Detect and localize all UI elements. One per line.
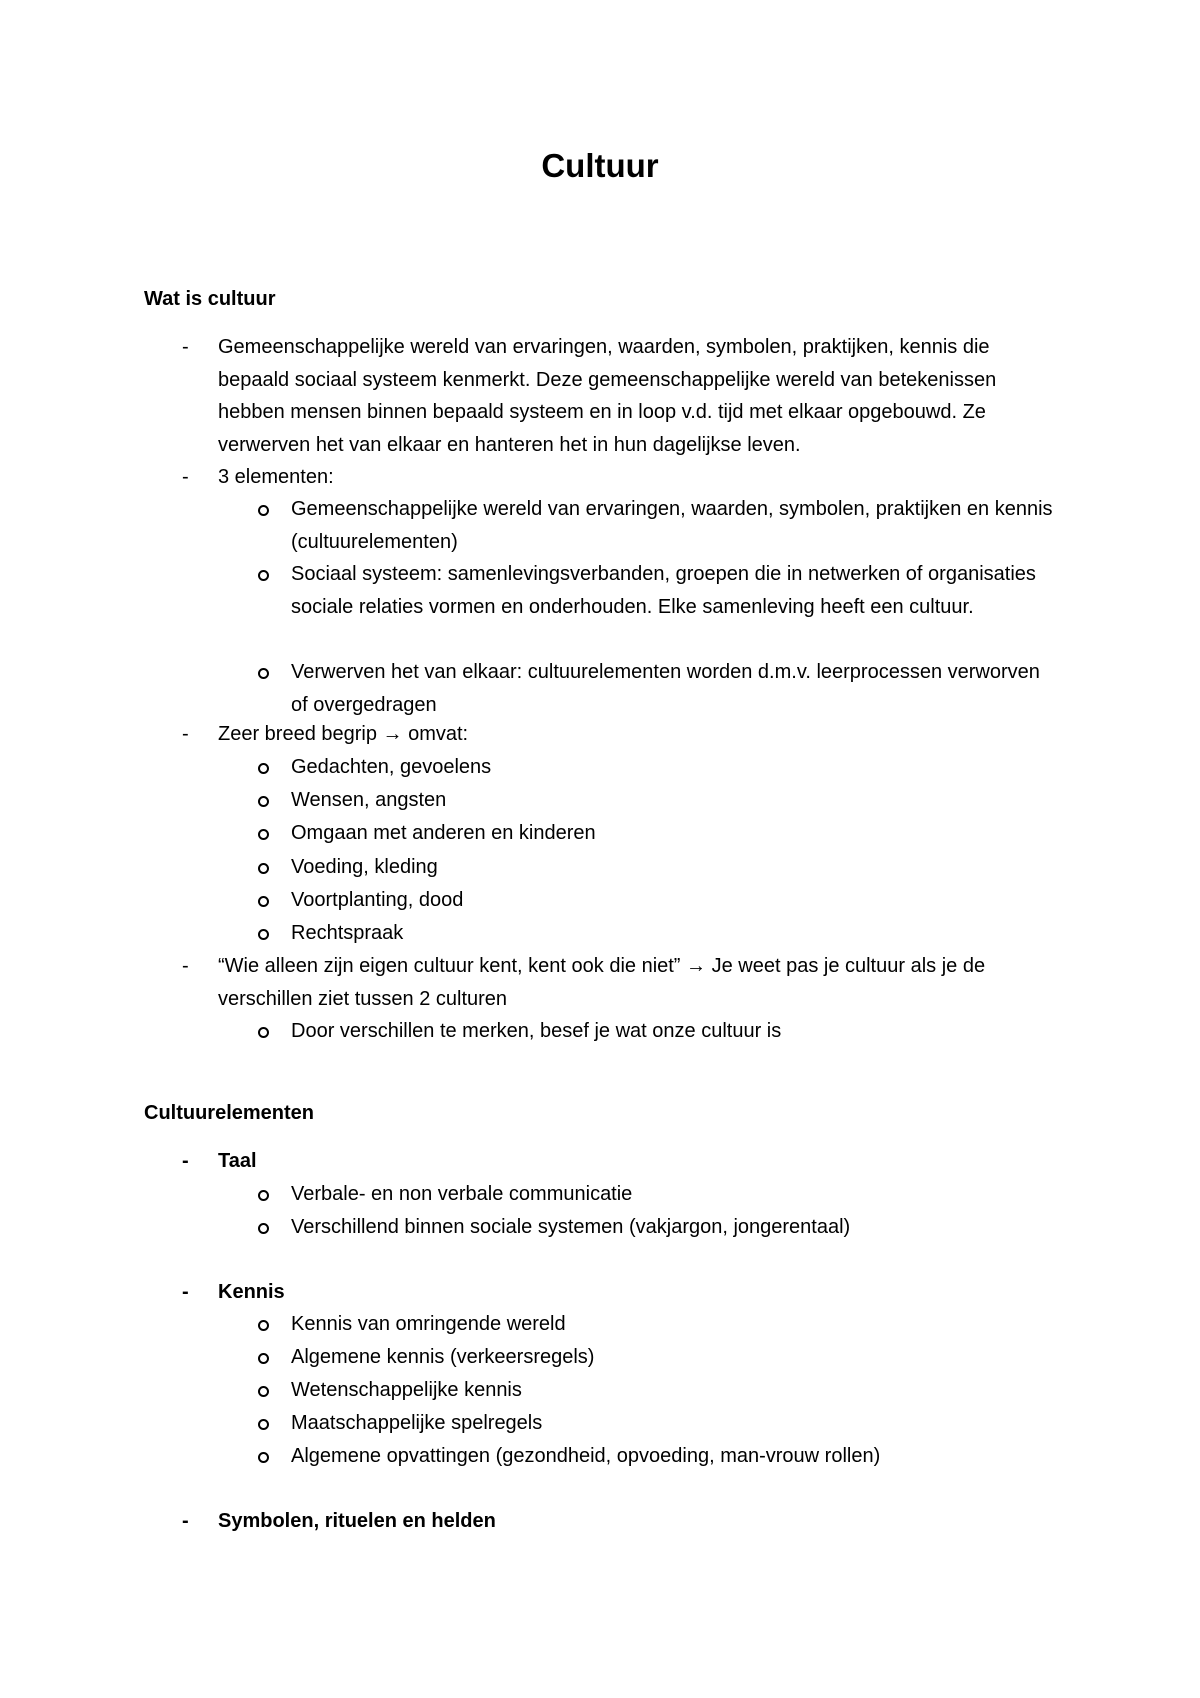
- circle-bullet-icon: [258, 763, 269, 774]
- sub-list-item-text: Gedachten, gevoelens: [291, 756, 492, 778]
- circle-bullet-icon: [258, 1223, 269, 1234]
- sub-list-item-text: Voortplanting, dood: [291, 889, 464, 911]
- circle-bullet-icon: [258, 929, 269, 940]
- sub-list-item-text: Omgaan met anderen en kinderen: [291, 822, 596, 844]
- list-item-text: Taal: [218, 1150, 257, 1172]
- sub-list-item: [291, 1407, 1060, 1440]
- sub-list-item: [291, 1440, 1060, 1473]
- sub-list-item: [291, 493, 1060, 558]
- dash-bullet: -: [182, 955, 189, 977]
- dash-bullet: -: [182, 336, 189, 358]
- sub-list-item-text: Verbale- en non verbale communicatie: [291, 1183, 633, 1205]
- dash-bullet: -: [182, 1510, 189, 1532]
- sub-list-item-text: Wensen, angsten: [291, 789, 447, 811]
- section-heading-wat-is-cultuur: Wat is cultuur: [144, 288, 276, 310]
- sub-list-item: [291, 656, 1060, 721]
- list-item: [182, 331, 1060, 461]
- sub-list-item-text: Wetenschappelijke kennis: [291, 1379, 522, 1401]
- sub-list-item-text: Verwerven het van elkaar: cultuurelementen worden d.m.v. leerprocessen verworven of overgedragen: [291, 661, 1040, 716]
- sub-list-item-text: Door verschillen te merken, besef je wat onze cultuur is: [291, 1020, 782, 1042]
- sub-list-item-text: Gemeenschappelijke wereld van ervaringen, waarden, symbolen, praktijken en kennis (cultuurelementen): [291, 498, 1053, 553]
- circle-bullet-icon: [258, 796, 269, 807]
- list-item: [182, 950, 1060, 1015]
- sub-list-item-text: Rechtspraak: [291, 922, 404, 944]
- list-item-text: Gemeenschappelijke wereld van ervaringen, waarden, symbolen, praktijken, kennis die bepaald sociaal systeem kenmerkt. Deze gemeenschappelijke wereld van betekenissen hebben mensen binnen bepaald systeem en in loop v.d. tijd met elkaar opgebouwd. Ze verwerven het van elkaar en hanteren het in hun dagelijkse leven.: [218, 336, 997, 456]
- sub-list-item: [291, 1015, 1060, 1048]
- circle-bullet-icon: [258, 570, 269, 581]
- circle-bullet-icon: [258, 1419, 269, 1430]
- dash-bullet: -: [182, 1150, 189, 1172]
- list-item-kennis: [182, 1276, 1060, 1309]
- sub-list-item: [291, 1308, 1060, 1341]
- sub-list-item-text: Kennis van omringende wereld: [291, 1313, 566, 1335]
- circle-bullet-icon: [258, 1353, 269, 1364]
- list-item-symbolen: [182, 1505, 1060, 1538]
- dash-bullet: -: [182, 466, 189, 488]
- circle-bullet-icon: [258, 863, 269, 874]
- circle-bullet-icon: [258, 1027, 269, 1038]
- circle-bullet-icon: [258, 505, 269, 516]
- list-item-text: Zeer breed begrip → omvat:: [218, 723, 469, 745]
- list-item-text: 3 elementen:: [218, 466, 334, 488]
- sub-list-item: [291, 1374, 1060, 1407]
- sub-list-item: [291, 751, 1060, 784]
- sub-list-item: [291, 1178, 1060, 1211]
- sub-list-item: [291, 558, 1060, 623]
- sub-list-item-text: Voeding, kleding: [291, 856, 438, 878]
- sub-list-item-text: Algemene kennis (verkeersregels): [291, 1346, 595, 1368]
- sub-list-item: [291, 817, 1060, 850]
- sub-list-item: [291, 1211, 1060, 1244]
- list-item: [182, 461, 1060, 494]
- sub-list-item-text: Verschillend binnen sociale systemen (vakjargon, jongerentaal): [291, 1216, 851, 1238]
- circle-bullet-icon: [258, 1386, 269, 1397]
- sub-list-item-text: Algemene opvattingen (gezondheid, opvoeding, man-vrouw rollen): [291, 1445, 881, 1467]
- list-item-text: “Wie alleen zijn eigen cultuur kent, kent ook die niet” → Je weet pas je cultuur als je de verschillen ziet tussen 2 culturen: [218, 955, 986, 1010]
- list-item-text: Symbolen, rituelen en helden: [218, 1510, 496, 1532]
- circle-bullet-icon: [258, 1190, 269, 1201]
- list-item-taal: [182, 1145, 1060, 1178]
- circle-bullet-icon: [258, 668, 269, 679]
- list-item-text: Kennis: [218, 1281, 285, 1303]
- list-item: [182, 718, 1060, 751]
- sub-list-item: [291, 884, 1060, 917]
- circle-bullet-icon: [258, 829, 269, 840]
- sub-list-item: [291, 917, 1060, 950]
- dash-bullet: -: [182, 723, 189, 745]
- circle-bullet-icon: [258, 1452, 269, 1463]
- sub-list-item-text: Maatschappelijke spelregels: [291, 1412, 543, 1434]
- circle-bullet-icon: [258, 1320, 269, 1331]
- section-heading-cultuurelementen: Cultuurelementen: [144, 1102, 315, 1124]
- sub-list-item: [291, 851, 1060, 884]
- sub-list-item: [291, 1341, 1060, 1374]
- dash-bullet: -: [182, 1281, 189, 1303]
- circle-bullet-icon: [258, 896, 269, 907]
- sub-list-item-text: Sociaal systeem: samenlevingsverbanden, groepen die in netwerken of organisaties sociale relaties vormen en onderhouden. Elke samenleving heeft een cultuur.: [291, 563, 1036, 618]
- sub-list-item: [291, 784, 1060, 817]
- page-title: Cultuur: [541, 147, 659, 184]
